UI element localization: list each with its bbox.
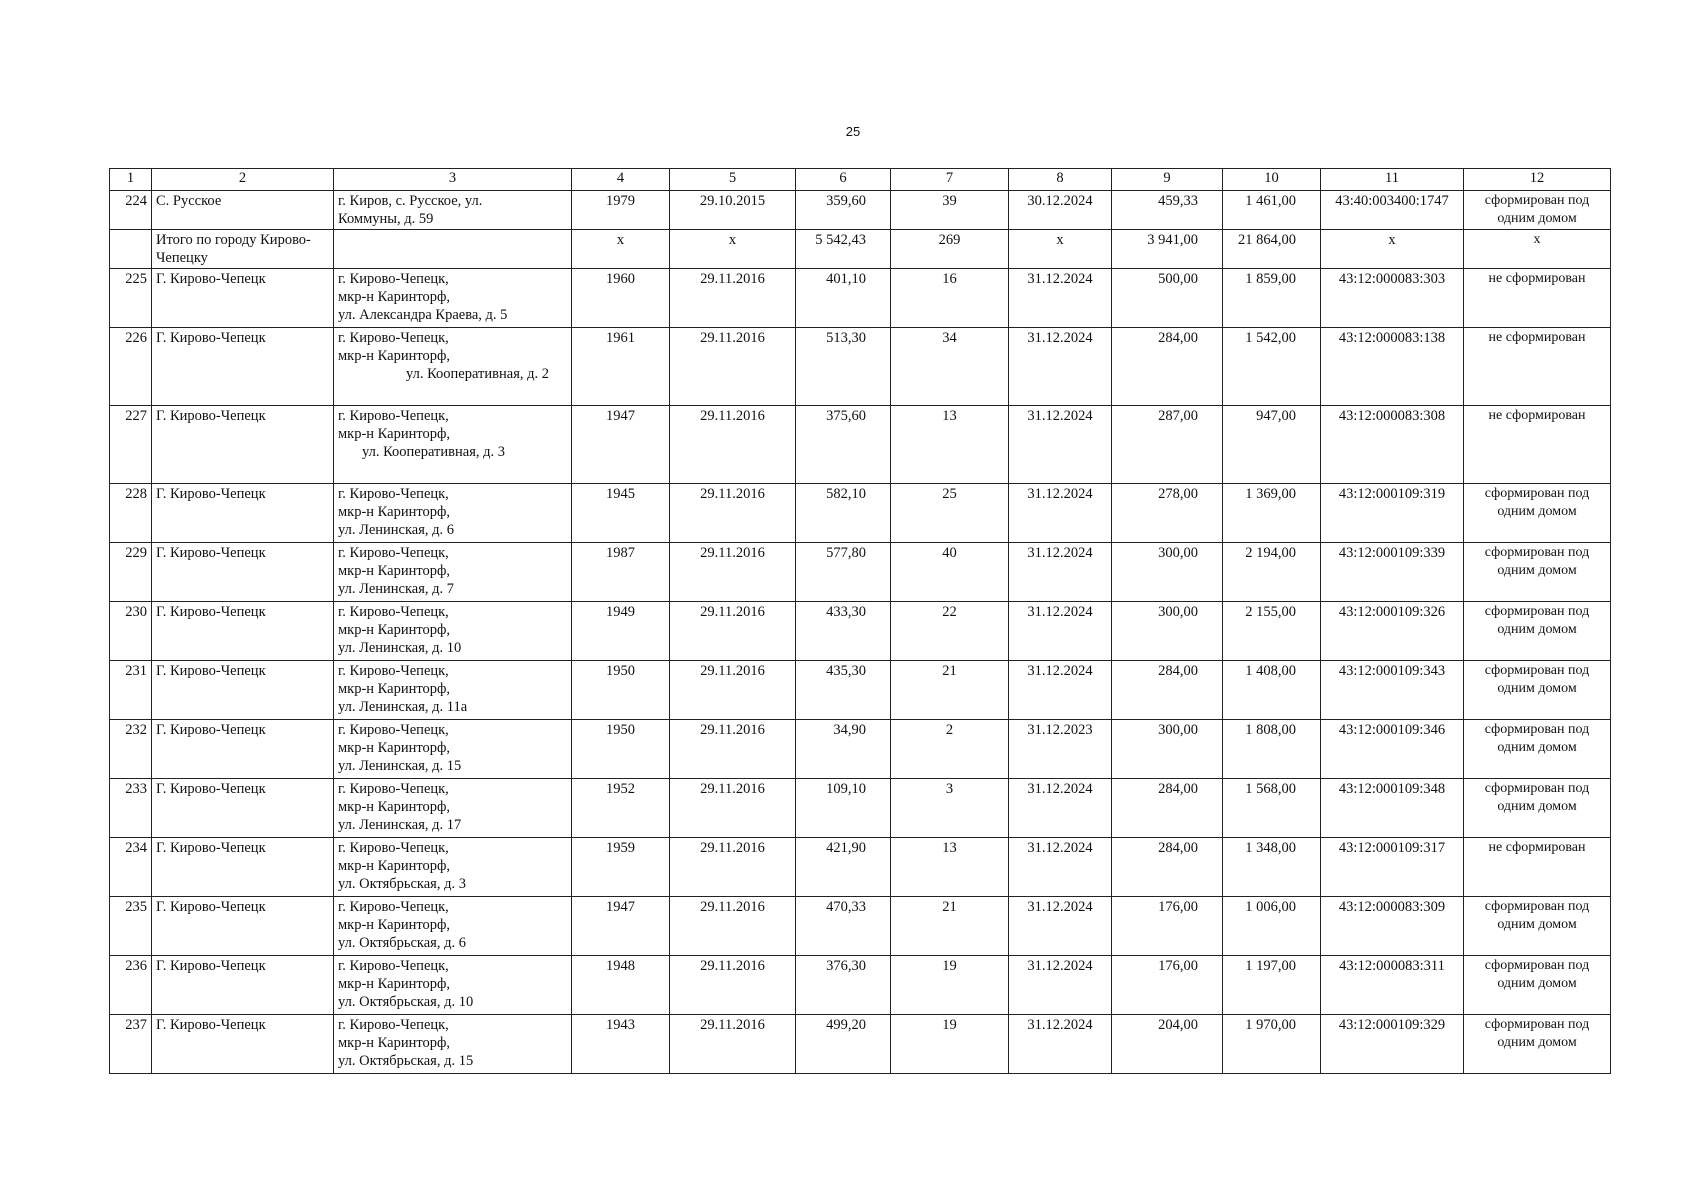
row-number: 233	[110, 779, 152, 838]
value-cell: 1 568,00	[1223, 779, 1321, 838]
year-cell: х	[572, 230, 670, 269]
residents-cell: 34	[891, 328, 1009, 406]
column-header: 1	[110, 169, 152, 191]
land-status-cell: сформирован под одним домом	[1464, 897, 1611, 956]
date-cell: х	[670, 230, 796, 269]
value-cell: 284,00	[1112, 661, 1223, 720]
address-cell	[334, 602, 572, 661]
address-cell	[334, 838, 572, 897]
date-cell: 29.11.2016	[670, 484, 796, 543]
area-cell: 421,90	[796, 838, 891, 897]
settlement-cell: Г. Кирово-Чепецк	[152, 661, 334, 720]
column-header: 11	[1321, 169, 1464, 191]
cadastral-number-cell: 43:12:000109:339	[1321, 543, 1464, 602]
address-line: г. Киров, с. Русское, ул.	[338, 193, 483, 209]
land-status-cell: сформирован под одним домом	[1464, 661, 1611, 720]
date-cell: 29.10.2015	[670, 191, 796, 230]
area-cell: 435,30	[796, 661, 891, 720]
land-status-cell: не сформирован	[1464, 269, 1611, 328]
value-cell: 204,00	[1112, 1015, 1223, 1074]
table-row	[110, 897, 1611, 956]
value-cell: 176,00	[1112, 956, 1223, 1015]
row-number: 236	[110, 956, 152, 1015]
residents-cell: 25	[891, 484, 1009, 543]
year-cell: 1945	[572, 484, 670, 543]
address-line: мкр-н Каринторф,	[338, 976, 451, 992]
deadline-cell: 31.12.2024	[1009, 897, 1112, 956]
settlement-cell: Итого по городу Кирово-Чепецку	[152, 230, 334, 269]
address-line: ул. Октябрьская, д. 10	[338, 994, 474, 1010]
column-header: 8	[1009, 169, 1112, 191]
address-cell	[334, 269, 572, 328]
residents-cell: 269	[891, 230, 1009, 269]
address-line: ул. Октябрьская, д. 6	[338, 935, 466, 951]
value-cell: 1 859,00	[1223, 269, 1321, 328]
address-cell	[334, 406, 572, 484]
deadline-cell: 31.12.2024	[1009, 269, 1112, 328]
table-row	[110, 661, 1611, 720]
deadline-cell: 31.12.2024	[1009, 838, 1112, 897]
value-cell: 2 155,00	[1223, 602, 1321, 661]
residents-cell: 19	[891, 956, 1009, 1015]
date-cell: 29.11.2016	[670, 1015, 796, 1074]
year-cell: 1961	[572, 328, 670, 406]
value-cell: 1 970,00	[1223, 1015, 1321, 1074]
settlement-cell: Г. Кирово-Чепецк	[152, 269, 334, 328]
value-cell: 21 864,00	[1223, 230, 1321, 269]
land-status-cell: сформирован под одним домом	[1464, 779, 1611, 838]
settlement-cell: Г. Кирово-Чепецк	[152, 1015, 334, 1074]
land-status-cell: не сформирован	[1464, 406, 1611, 484]
page-number: 25	[845, 124, 861, 139]
row-number: 228	[110, 484, 152, 543]
address-cell	[334, 191, 572, 230]
residents-cell: 19	[891, 1015, 1009, 1074]
column-header: 3	[334, 169, 572, 191]
land-status-cell: сформирован под одним домом	[1464, 1015, 1611, 1074]
deadline-cell: 31.12.2024	[1009, 956, 1112, 1015]
address-line: г. Кирово-Чепецк,	[338, 840, 449, 856]
year-cell: 1952	[572, 779, 670, 838]
table-body	[110, 169, 1611, 1074]
address-line: г. Кирово-Чепецк,	[338, 899, 449, 915]
address-line: г. Кирово-Чепецк,	[338, 1017, 449, 1033]
deadline-cell: 30.12.2024	[1009, 191, 1112, 230]
address-line: ул. Ленинская, д. 10	[338, 640, 462, 656]
cadastral-number-cell: 43:12:000083:303	[1321, 269, 1464, 328]
value-cell: 1 348,00	[1223, 838, 1321, 897]
address-line: ул. Октябрьская, д. 3	[338, 876, 466, 892]
address-line: мкр-н Каринторф,	[338, 681, 451, 697]
cadastral-number-cell: 43:12:000109:326	[1321, 602, 1464, 661]
area-cell: 582,10	[796, 484, 891, 543]
table-row	[110, 191, 1611, 230]
address-line: г. Кирово-Чепецк,	[338, 958, 449, 974]
area-cell: 401,10	[796, 269, 891, 328]
date-cell: 29.11.2016	[670, 720, 796, 779]
value-cell: 287,00	[1112, 406, 1223, 484]
year-cell: 1943	[572, 1015, 670, 1074]
cadastral-number-cell: х	[1321, 230, 1464, 269]
housing-registry-table	[109, 168, 1611, 1074]
address-line: мкр-н Каринторф,	[338, 622, 451, 638]
row-number: 231	[110, 661, 152, 720]
residents-cell: 3	[891, 779, 1009, 838]
address-line: г. Кирово-Чепецк,	[338, 604, 449, 620]
land-status-cell: сформирован под одним домом	[1464, 191, 1611, 230]
year-cell: 1950	[572, 661, 670, 720]
table-row	[110, 779, 1611, 838]
address-cell	[334, 484, 572, 543]
address-cell	[334, 956, 572, 1015]
address-line: мкр-н Каринторф,	[338, 917, 451, 933]
residents-cell: 21	[891, 661, 1009, 720]
column-header-row	[110, 169, 1611, 191]
deadline-cell: 31.12.2023	[1009, 720, 1112, 779]
area-cell: 5 542,43	[796, 230, 891, 269]
settlement-cell: Г. Кирово-Чепецк	[152, 720, 334, 779]
address-line: ул. Октябрьская, д. 15	[338, 1053, 474, 1069]
date-cell: 29.11.2016	[670, 602, 796, 661]
year-cell: 1987	[572, 543, 670, 602]
land-status-cell: не сформирован	[1464, 328, 1611, 406]
address-line: ул. Кооперативная, д. 2	[406, 366, 549, 382]
settlement-cell: Г. Кирово-Чепецк	[152, 838, 334, 897]
address-line: г. Кирово-Чепецк,	[338, 545, 449, 561]
cadastral-number-cell: 43:12:000083:309	[1321, 897, 1464, 956]
date-cell: 29.11.2016	[670, 838, 796, 897]
residents-cell: 21	[891, 897, 1009, 956]
table-row	[110, 328, 1611, 406]
table-row	[110, 406, 1611, 484]
value-cell: 284,00	[1112, 328, 1223, 406]
table-row	[110, 602, 1611, 661]
area-cell: 34,90	[796, 720, 891, 779]
value-cell: 3 941,00	[1112, 230, 1223, 269]
date-cell: 29.11.2016	[670, 661, 796, 720]
address-line: г. Кирово-Чепецк,	[338, 271, 449, 287]
area-cell: 470,33	[796, 897, 891, 956]
address-line: Коммуны, д. 59	[338, 211, 434, 227]
area-cell: 359,60	[796, 191, 891, 230]
table-row	[110, 543, 1611, 602]
area-cell: 499,20	[796, 1015, 891, 1074]
settlement-cell: Г. Кирово-Чепецк	[152, 543, 334, 602]
column-header: 9	[1112, 169, 1223, 191]
value-cell: 459,33	[1112, 191, 1223, 230]
cadastral-number-cell: 43:12:000109:317	[1321, 838, 1464, 897]
cadastral-number-cell: 43:12:000109:346	[1321, 720, 1464, 779]
value-cell: 284,00	[1112, 779, 1223, 838]
row-number: 224	[110, 191, 152, 230]
year-cell: 1959	[572, 838, 670, 897]
settlement-cell: Г. Кирово-Чепецк	[152, 406, 334, 484]
settlement-cell: Г. Кирово-Чепецк	[152, 484, 334, 543]
settlement-cell: Г. Кирово-Чепецк	[152, 779, 334, 838]
column-header: 4	[572, 169, 670, 191]
residents-cell: 22	[891, 602, 1009, 661]
address-cell	[334, 328, 572, 406]
land-status-cell: сформирован под одним домом	[1464, 543, 1611, 602]
date-cell: 29.11.2016	[670, 269, 796, 328]
address-line: мкр-н Каринторф,	[338, 1035, 451, 1051]
year-cell: 1949	[572, 602, 670, 661]
year-cell: 1947	[572, 897, 670, 956]
settlement-cell: Г. Кирово-Чепецк	[152, 897, 334, 956]
address-line: г. Кирово-Чепецк,	[338, 486, 449, 502]
residents-cell: 13	[891, 838, 1009, 897]
value-cell: 284,00	[1112, 838, 1223, 897]
year-cell: 1960	[572, 269, 670, 328]
address-line: мкр-н Каринторф,	[338, 799, 451, 815]
address-line: ул. Ленинская, д. 7	[338, 581, 455, 597]
row-number	[110, 230, 152, 269]
table-row	[110, 269, 1611, 328]
column-header: 7	[891, 169, 1009, 191]
deadline-cell: 31.12.2024	[1009, 328, 1112, 406]
area-cell: 375,60	[796, 406, 891, 484]
row-number: 229	[110, 543, 152, 602]
row-number: 235	[110, 897, 152, 956]
row-number: 232	[110, 720, 152, 779]
value-cell: 947,00	[1223, 406, 1321, 484]
value-cell: 1 461,00	[1223, 191, 1321, 230]
year-cell: 1979	[572, 191, 670, 230]
value-cell: 176,00	[1112, 897, 1223, 956]
cadastral-number-cell: 43:12:000109:343	[1321, 661, 1464, 720]
address-cell	[334, 1015, 572, 1074]
table-row	[110, 484, 1611, 543]
address-line: ул. Ленинская, д. 6	[338, 522, 455, 538]
cadastral-number-cell: 43:12:000109:319	[1321, 484, 1464, 543]
deadline-cell: 31.12.2024	[1009, 484, 1112, 543]
date-cell: 29.11.2016	[670, 543, 796, 602]
cadastral-number-cell: 43:12:000083:308	[1321, 406, 1464, 484]
value-cell: 300,00	[1112, 720, 1223, 779]
address-cell	[334, 230, 572, 269]
address-line: ул. Ленинская, д. 11а	[338, 699, 468, 715]
address-line: ул. Кооперативная, д. 3	[362, 444, 505, 460]
area-cell: 513,30	[796, 328, 891, 406]
address-line: мкр-н Каринторф,	[338, 858, 451, 874]
year-cell: 1948	[572, 956, 670, 1015]
deadline-cell: 31.12.2024	[1009, 406, 1112, 484]
row-number: 225	[110, 269, 152, 328]
date-cell: 29.11.2016	[670, 328, 796, 406]
land-status-cell: не сформирован	[1464, 838, 1611, 897]
year-cell: 1950	[572, 720, 670, 779]
settlement-cell: Г. Кирово-Чепецк	[152, 956, 334, 1015]
table-row	[110, 956, 1611, 1015]
address-cell	[334, 543, 572, 602]
area-cell: 433,30	[796, 602, 891, 661]
table-row	[110, 1015, 1611, 1074]
row-number: 234	[110, 838, 152, 897]
land-status-cell: сформирован под одним домом	[1464, 484, 1611, 543]
row-number: 237	[110, 1015, 152, 1074]
address-line: г. Кирово-Чепецк,	[338, 408, 449, 424]
value-cell: 278,00	[1112, 484, 1223, 543]
land-status-cell: сформирован под одним домом	[1464, 602, 1611, 661]
cadastral-number-cell: 43:12:000083:138	[1321, 328, 1464, 406]
address-cell	[334, 720, 572, 779]
value-cell: 300,00	[1112, 543, 1223, 602]
column-header: 12	[1464, 169, 1611, 191]
address-line: г. Кирово-Чепецк,	[338, 663, 449, 679]
address-line: г. Кирово-Чепецк,	[338, 330, 449, 346]
value-cell: 1 006,00	[1223, 897, 1321, 956]
subtotal-row	[110, 230, 1611, 269]
deadline-cell: 31.12.2024	[1009, 543, 1112, 602]
deadline-cell: 31.12.2024	[1009, 1015, 1112, 1074]
address-line: г. Кирово-Чепецк,	[338, 781, 449, 797]
address-cell	[334, 779, 572, 838]
land-status-cell: сформирован под одним домом	[1464, 720, 1611, 779]
residents-cell: 39	[891, 191, 1009, 230]
residents-cell: 40	[891, 543, 1009, 602]
column-header: 10	[1223, 169, 1321, 191]
column-header: 6	[796, 169, 891, 191]
area-cell: 577,80	[796, 543, 891, 602]
cadastral-number-cell: 43:12:000109:348	[1321, 779, 1464, 838]
address-line: мкр-н Каринторф,	[338, 504, 451, 520]
cadastral-number-cell: 43:12:000083:311	[1321, 956, 1464, 1015]
deadline-cell: 31.12.2024	[1009, 779, 1112, 838]
table-row	[110, 838, 1611, 897]
column-header: 5	[670, 169, 796, 191]
residents-cell: 16	[891, 269, 1009, 328]
settlement-cell: Г. Кирово-Чепецк	[152, 602, 334, 661]
area-cell: 376,30	[796, 956, 891, 1015]
address-line: мкр-н Каринторф,	[338, 563, 451, 579]
value-cell: 300,00	[1112, 602, 1223, 661]
column-header: 2	[152, 169, 334, 191]
settlement-cell: С. Русское	[152, 191, 334, 230]
address-line: мкр-н Каринторф,	[338, 740, 451, 756]
residents-cell: 2	[891, 720, 1009, 779]
address-line: ул. Александра Краева, д. 5	[338, 307, 508, 323]
land-status-cell: сформирован под одним домом	[1464, 956, 1611, 1015]
address-line: мкр-н Каринторф,	[338, 289, 451, 305]
address-cell	[334, 661, 572, 720]
row-number: 230	[110, 602, 152, 661]
area-cell: 109,10	[796, 779, 891, 838]
deadline-cell: х	[1009, 230, 1112, 269]
deadline-cell: 31.12.2024	[1009, 602, 1112, 661]
value-cell: 1 542,00	[1223, 328, 1321, 406]
value-cell: 1 369,00	[1223, 484, 1321, 543]
deadline-cell: 31.12.2024	[1009, 661, 1112, 720]
address-line: ул. Ленинская, д. 17	[338, 817, 462, 833]
value-cell: 500,00	[1112, 269, 1223, 328]
table-row	[110, 720, 1611, 779]
address-line: г. Кирово-Чепецк,	[338, 722, 449, 738]
row-number: 226	[110, 328, 152, 406]
address-cell	[334, 897, 572, 956]
value-cell: 1 197,00	[1223, 956, 1321, 1015]
date-cell: 29.11.2016	[670, 406, 796, 484]
cadastral-number-cell: 43:12:000109:329	[1321, 1015, 1464, 1074]
row-number: 227	[110, 406, 152, 484]
date-cell: 29.11.2016	[670, 956, 796, 1015]
value-cell: 1 408,00	[1223, 661, 1321, 720]
cadastral-number-cell: 43:40:003400:1747	[1321, 191, 1464, 230]
land-status-cell: х	[1464, 230, 1611, 269]
address-line: мкр-н Каринторф,	[338, 426, 451, 442]
residents-cell: 13	[891, 406, 1009, 484]
settlement-cell: Г. Кирово-Чепецк	[152, 328, 334, 406]
address-line: ул. Ленинская, д. 15	[338, 758, 462, 774]
date-cell: 29.11.2016	[670, 779, 796, 838]
date-cell: 29.11.2016	[670, 897, 796, 956]
value-cell: 2 194,00	[1223, 543, 1321, 602]
value-cell: 1 808,00	[1223, 720, 1321, 779]
year-cell: 1947	[572, 406, 670, 484]
address-line: мкр-н Каринторф,	[338, 348, 451, 364]
